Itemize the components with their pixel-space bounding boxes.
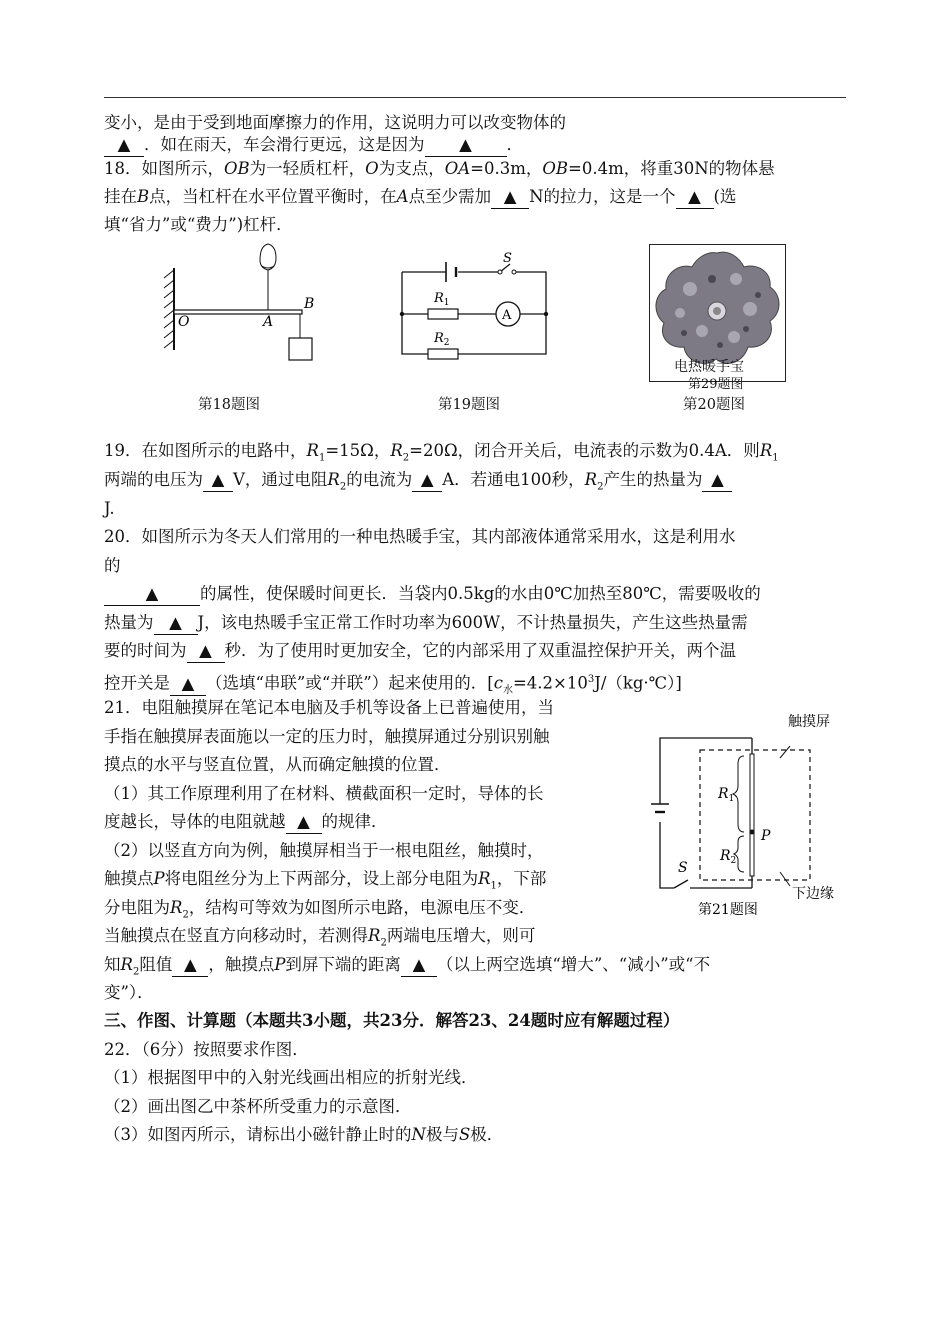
answer-blank: ▲: [104, 134, 144, 157]
label-B: B: [304, 296, 315, 312]
answer-blank: ▲: [491, 186, 529, 209]
q21-line9: 当触摸点在竖直方向移动时，若测得$R_2$两端电压增大，则可: [104, 926, 536, 949]
q22-line1: 22．（6分）按照要求作图．: [104, 1040, 309, 1059]
answer-blank: ▲: [154, 612, 198, 635]
figure-19-caption: 第19题图: [438, 397, 500, 413]
q22-line2: （1）根据图甲中的入射光线画出相应的折射光线．: [104, 1068, 478, 1087]
q17-line2: ▲ ．如在雨天，车会滑行更远，这是因为 ▲ ．: [104, 134, 523, 157]
q17-line1: 变小，是由于受到地面摩擦力的作用，这说明力可以改变物体的: [104, 113, 566, 132]
answer-blank: ▲: [172, 954, 208, 977]
svg-text:R2: $R_2$: [720, 848, 737, 866]
q20-line6: 控开关是 ▲ （选填“串联”或“并联”）起来使用的．$[c_水=4.2\times 10^3J/(kg\cdot℃)]$: [104, 673, 682, 696]
label-P: P: [761, 828, 771, 844]
q21-line1: 21．电阻触摸屏在笔记本电脑及手机等设备上已普遍使用，当: [104, 698, 554, 717]
q20-line2: 的: [104, 556, 121, 575]
label-S: S: [678, 860, 688, 876]
q19-line2: 两端的电压为 ▲ V，通过电阻$R_2$的电流为 ▲ A．若通电100秒，$R_2$产生的热量为 ▲: [104, 469, 732, 498]
answer-blank: ▲: [676, 186, 714, 209]
q21-line2: 手指在触摸屏表面施以一定的压力时，触摸屏通过分别识别触: [104, 727, 550, 746]
figure-18-lever: [160, 238, 320, 368]
q20-line4: 热量为 ▲ J，该电热暖手宝正常工作时功率为600W，不计热量损失，产生这些热量需: [104, 612, 748, 635]
label-O: O: [178, 314, 190, 330]
svg-text:R2: $R_2$: [434, 331, 450, 348]
answer-blank: ▲: [203, 469, 233, 492]
q22-line3: （2）画出图乙中茶杯所受重力的示意图．: [104, 1097, 412, 1116]
q21-line10: 知$R_2$阻值 ▲ ，触摸点P到屏下端的距离 ▲ （以上两空选填“增大”、“减小”或“不: [104, 955, 711, 978]
figure-21-touchscreen: [640, 708, 846, 922]
q21-line11: 变”）．: [104, 983, 154, 1002]
q21-line7: 触摸点P将电阻丝分为上下两部分，设上部分电阻为$R_1$，下部: [104, 869, 547, 892]
section-3-heading: 三、作图、计算题（本题共3小题，共23分．解答23、24题时应有解题过程）: [104, 1011, 680, 1030]
figure-18-caption: 第18题图: [198, 397, 260, 413]
ammeter-label: A: [502, 308, 512, 323]
q21-line4: （1）其工作原理利用了在材料、横截面积一定时，导体的长: [104, 784, 544, 803]
q20-line3: ▲ 的属性，使保暖时间更长．当袋内0.5kg的水由0℃加热至80℃，需要吸收的: [104, 583, 761, 606]
photo-overlay-caption: 第29题图: [688, 377, 744, 392]
label-A: A: [263, 314, 274, 330]
answer-blank: ▲: [425, 134, 507, 157]
q19-line1: 19．在如图所示的电路中，$R_1=15\Omega$，$R_2=20\Omega$，闭合开关后，电流表的示数为0.4A．则$R_1$: [104, 441, 779, 464]
label-S: S: [503, 251, 512, 266]
answer-blank: ▲: [286, 811, 322, 834]
answer-blank: ▲: [401, 954, 437, 977]
figure-19-circuit: [396, 242, 552, 360]
answer-blank: ▲: [170, 673, 206, 696]
figure-21-caption: 第21题图: [698, 902, 758, 918]
touchscreen-label: 触摸屏: [788, 714, 830, 730]
q21-line5: 度越长，导体的电阻就越 ▲ 的规律．: [104, 811, 388, 834]
header-rule: [104, 97, 846, 98]
figure-20-photo: [649, 244, 786, 392]
bottom-edge-label: 下边缘: [792, 886, 834, 902]
q22-line4: （3）如图丙所示，请标出小磁针静止时的N极与S极．: [104, 1125, 504, 1144]
q21-line6: （2）以竖直方向为例，触摸屏相当于一根电阻丝，触摸时，: [104, 841, 544, 860]
q21-line3: 摸点的水平与竖直位置，从而确定触摸的位置．: [104, 755, 451, 774]
q21-line8: 分电阻为$R_2$，结构可等效为如图所示电路，电源电压不变．: [104, 898, 536, 921]
q19-line3: J.: [104, 499, 115, 518]
answer-blank: ▲: [412, 469, 442, 492]
q18-line2: 挂在B点，当杠杆在水平位置平衡时，在A点至少需加 ▲ N的拉力，这是一个 ▲ (选: [104, 186, 736, 209]
figure-20-caption: 第20题图: [683, 397, 745, 413]
q20-line1: 20．如图所示为冬天人们常用的一种电热暖手宝，其内部液体通常采用水，这是利用水: [104, 527, 736, 546]
photo-label: 电热暖手宝: [674, 359, 744, 375]
answer-blank: ▲: [702, 469, 732, 492]
svg-text:R1: $R_1$: [434, 291, 450, 308]
q18-line1: 18．如图所示，OB为一轻质杠杆，O为支点，OA=0.3m，OB=0.4m，将重30N的物体悬: [104, 159, 775, 178]
q20-line5: 要的时间为 ▲ 秒．为了使用时更加安全，它的内部采用了双重温控保护开关，两个温: [104, 640, 736, 663]
svg-text:R1: $R_1$: [718, 786, 735, 804]
q18-line3: 填“省力”或“费力”)杠杆．: [104, 215, 293, 234]
answer-blank: ▲: [187, 640, 225, 663]
answer-blank: ▲: [104, 583, 200, 606]
